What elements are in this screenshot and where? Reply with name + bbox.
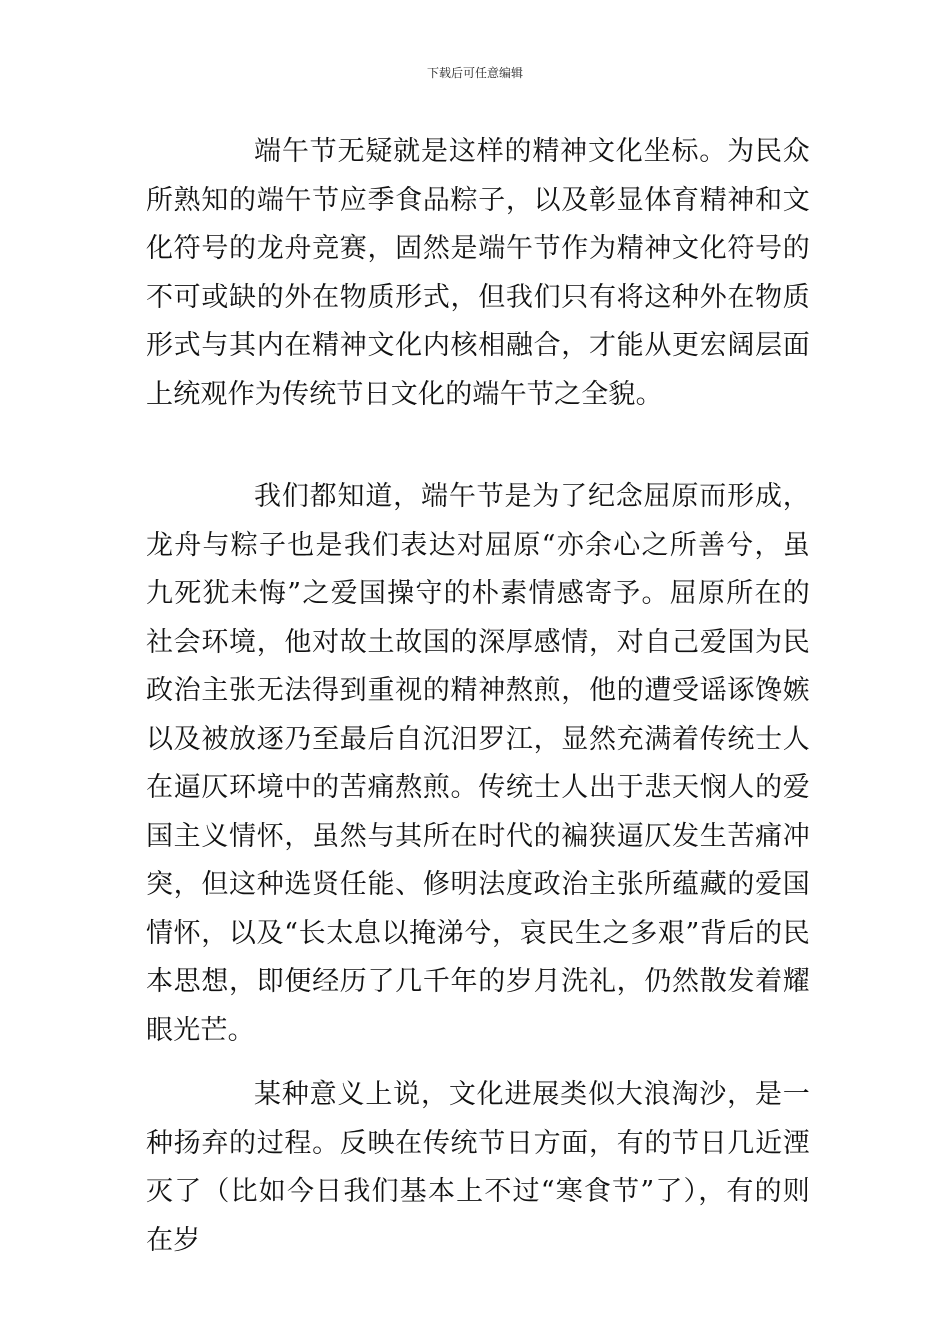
- page-header-note: 下载后可任意编辑: [426, 66, 523, 80]
- paragraph-2: 我们都知道，端午节是为了纪念屈原而形成，龙舟与粽子也是我们表达对屈原“亦余心之所善兮，虽九死犹未悔”之爱国操守的朴素情感寄予。屈原所在的社会环境，他对故土故国的深厚感情，对自己爱国为民政治主张无法得到重视的精神熬煎，他的遭受谣诼馋嫉以及被放逐乃至最后自沉汨罗江，显然充满着传统士人在逼仄环境中的苦痛熬煎。传统士人出于悲天悯人的爱国主义情怀，虽然与其所在时代的褊狭逼仄发生苦痛冲突，但这种选贤任能、修明法度政治主张所蕴藏的爱国情怀，以及“长太息以掩涕兮，哀民生之多艰”背后的民本思想，即便经历了几千年的岁月洗礼，仍然散发着耀眼光芒。: [146, 481, 810, 1046]
- paragraph-1: 端午节无疑就是这样的精神文化坐标。为民众所熟知的端午节应季食品粽子，以及彰显体育精神和文化符号的龙舟竞赛，固然是端午节作为精神文化符号的不可或缺的外在物质形式，但我们只有将这种外在物质形式与其内在精神文化内核相融合，才能从更宏阔层面上统观作为传统节日文化的端午节之全貌。: [146, 136, 810, 410]
- paragraph-3: 某种意义上说，文化进展类似大浪淘沙，是一种扬弃的过程。反映在传统节日方面，有的节日几近湮灭了（比如今日我们基本上不过“寒食节”了），有的则在岁: [146, 1079, 810, 1256]
